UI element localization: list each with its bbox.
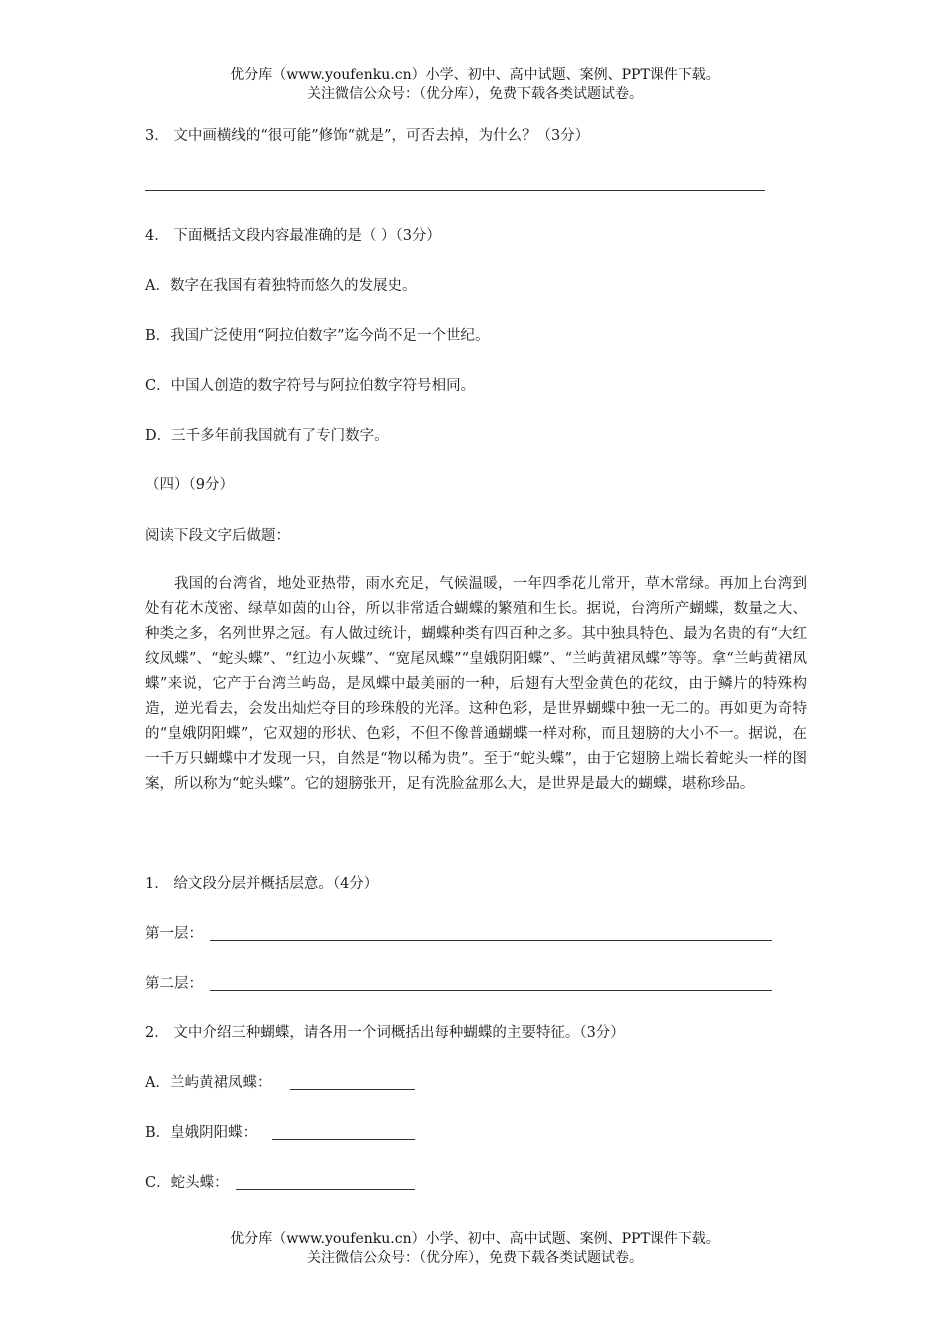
butterfly-b-label: B．皇娥阴阳蝶： bbox=[145, 1125, 258, 1141]
q4-option-a: A．数字在我国有着独特而悠久的发展史。 bbox=[145, 278, 417, 294]
answer-line-q3 bbox=[145, 190, 765, 191]
q4-option-d: D．三千多年前我国就有了专门数字。 bbox=[145, 428, 389, 444]
layer-2-label: 第二层： bbox=[145, 976, 203, 992]
q4-option-c: C．中国人创造的数字符号与阿拉伯数字符号相同。 bbox=[145, 378, 476, 394]
subquestion-1: 1． 给文段分层并概括层意。（4分） bbox=[145, 876, 379, 892]
butterfly-b-answer-line bbox=[272, 1139, 415, 1140]
butterfly-c-answer-line bbox=[236, 1189, 415, 1190]
layer-2-answer-line bbox=[210, 990, 772, 991]
subquestion-2: 2． 文中介绍三种蝴蝶，请各用一个词概括出每种蝴蝶的主要特征。（3分） bbox=[145, 1025, 625, 1041]
reading-passage: 我国的台湾省，地处亚热带，雨水充足，气候温暖，一年四季花儿常开，草木常绿。再加上台湾到处有花木茂密、绿草如茵的山谷，所以非常适合蝴蝶的繁殖和生长。据说，台湾所产蝴蝶，数量之大、种类之多，名列世界之冠。有人做过统计，蝴蝶种类有四百种之多。其中独具特色、最为名贵的有“大红纹凤蝶”、“蛇头蝶”、“红边小灰蝶”、“宽尾凤蝶”“皇娥阴阳蝶”、“兰屿黄裙凤蝶”等等。拿“兰屿黄裙凤蝶”来说，它产于台湾兰屿岛，是凤蝶中最美丽的一种，后翅有大型金黄色的花纹，由于鳞片的特殊构造，逆光看去，会发出灿烂夺目的珍珠般的光泽。这种色彩，是世界蝴蝶中独一无二的。再如更为奇特的“皇娥阴阳蝶”，它双翅的形状、色彩，不但不像普通蝴蝶一样对称，而且翅膀的大小不一。据说，在一千万只蝴蝶中才发现一只，自然是“物以稀为贵”。至于“蛇头蝶”，由于它翅膀上端长着蛇头一样的图案，所以称为“蛇头蝶”。它的翅膀张开，足有洗脸盆那么大，是世界是最大的蝴蝶，堪称珍品。 bbox=[145, 576, 807, 792]
section-heading: （四）（9分） bbox=[145, 477, 234, 493]
page-header-line-1: 优分库（www.youfenku.cn）小学、初中、高中试题、案例、PPT课件下载。 bbox=[230, 67, 720, 83]
butterfly-a-answer-line bbox=[290, 1089, 415, 1090]
question-4: 4． 下面概括文段内容最准确的是（ ）（3分） bbox=[145, 228, 441, 244]
layer-1-answer-line bbox=[210, 940, 772, 941]
layer-1-label: 第一层： bbox=[145, 926, 203, 942]
page-footer-line-2: 关注微信公众号：（优分库），免费下载各类试题试卷。 bbox=[307, 1250, 643, 1266]
reading-instruction: 阅读下段文字后做题： bbox=[145, 528, 290, 544]
question-3: 3． 文中画横线的“很可能”修饰“就是”，可否去掉，为什么？（3分） bbox=[145, 128, 590, 144]
butterfly-a-label: A．兰屿黄裙凤蝶： bbox=[145, 1075, 272, 1091]
q4-option-b: B．我国广泛使用“阿拉伯数字”迄今尚不足一个世纪。 bbox=[145, 328, 490, 344]
page-footer-line-1: 优分库（www.youfenku.cn）小学、初中、高中试题、案例、PPT课件下载。 bbox=[230, 1231, 720, 1247]
page-header-line-2: 关注微信公众号：（优分库），免费下载各类试题试卷。 bbox=[307, 86, 643, 102]
butterfly-c-label: C．蛇头蝶： bbox=[145, 1175, 229, 1191]
